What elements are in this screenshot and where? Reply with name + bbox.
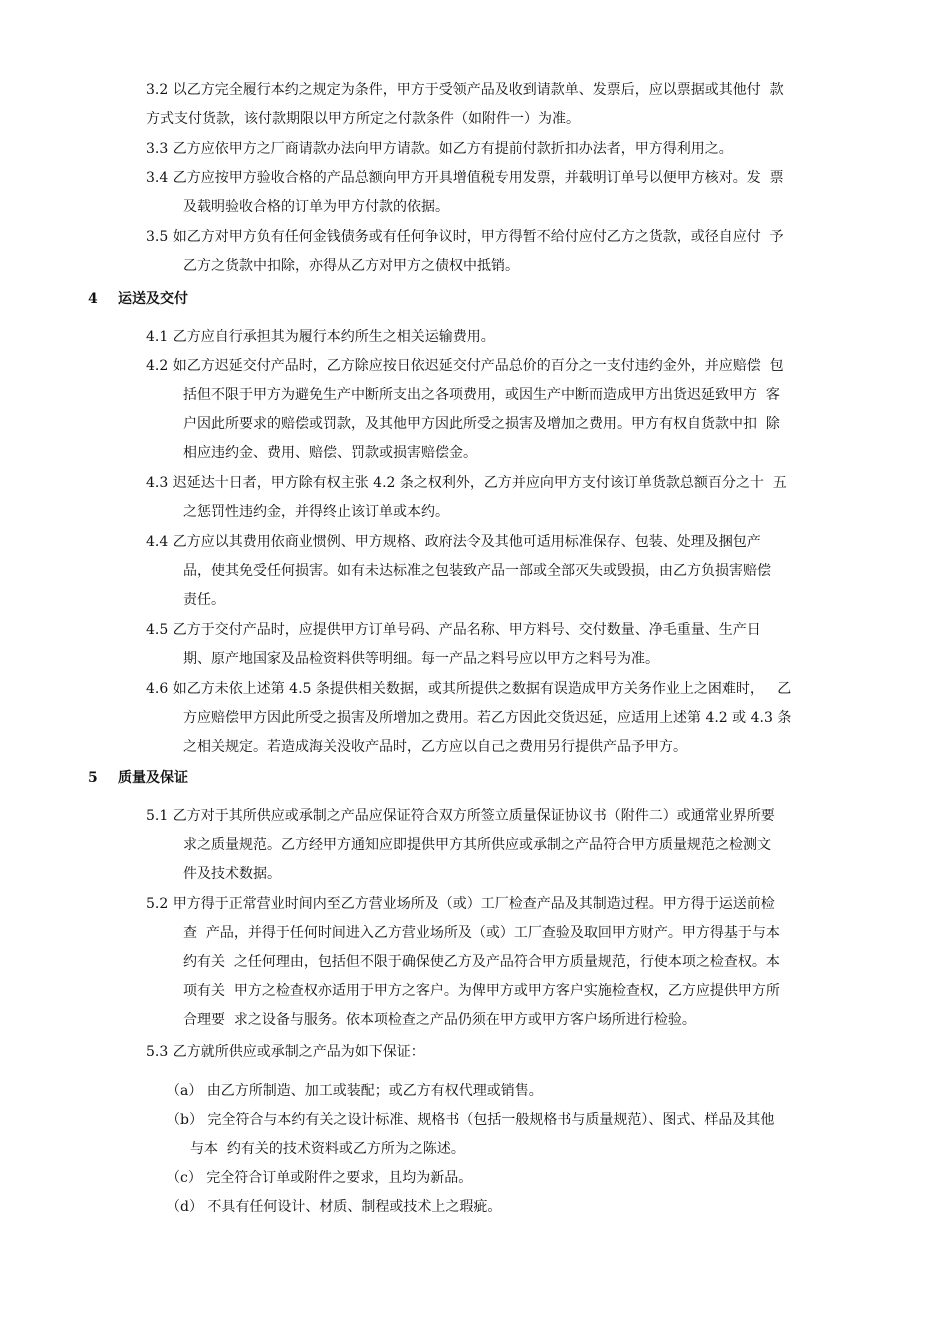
subclause-a — [166, 1077, 866, 1106]
clause-3-5 — [146, 223, 868, 281]
clause-line: 方式支付货款，该付款期限以甲方所定之付款条件（如附件一）为准。 — [146, 111, 580, 127]
clause-line: 4.2 如乙方迟延交付产品时，乙方除应按日依迟延交付产品总价的百分之一支付违约金外，并应赔偿 包 — [146, 358, 784, 374]
clause-line: 3.2 以乙方完全履行本约之规定为条件，甲方于受领产品及收到请款单、发票后，应以票据或其他付 款 — [146, 82, 784, 98]
clause-line: 责任。 — [183, 592, 225, 608]
clause-line: 5.3 乙方就所供应或承制之产品为如下保证： — [146, 1044, 425, 1060]
subclause-line: （a） 由乙方所制造、加工或装配；或乙方有权代理或销售。 — [166, 1083, 543, 1099]
section-title: 运送及交付 — [118, 291, 188, 307]
clause-4-3 — [146, 469, 868, 527]
clause-line: 之相关规定。若造成海关没收产品时，乙方应以自己之费用另行提供产品予甲方。 — [183, 739, 687, 755]
clause-5-2 — [146, 890, 868, 1035]
clause-4-6 — [146, 675, 868, 762]
clause-line: 5.2 甲方得于正常营业时间内至乙方营业场所及（或）工厂检查产品及其制造过程。甲方得于运送前检 — [146, 896, 775, 912]
section-heading-4 — [88, 285, 188, 314]
clause-line: 查 产品，并得于任何时间进入乙方营业场所及（或）工厂查验及取回甲方财产。甲方得基于与本 — [183, 925, 780, 941]
clause-5-1 — [146, 802, 868, 889]
clause-line: 3.4 乙方应按甲方验收合格的产品总额向甲方开具增值税专用发票，并载明订单号以便甲方核对。发 票 — [146, 170, 784, 186]
clause-line: 期、原产地国家及品检资料供等明细。每一产品之料号应以甲方之料号为准。 — [183, 651, 659, 667]
clause-line: 4.5 乙方于交付产品时，应提供甲方订单号码、产品名称、甲方料号、交付数量、净毛重量、生产日 — [146, 622, 761, 638]
clause-3-4 — [146, 164, 868, 222]
clause-line: 5.1 乙方对于其所供应或承制之产品应保证符合双方所签立质量保证协议书（附件二）或通常业界所要 — [146, 808, 775, 824]
clause-line: 4.1 乙方应自行承担其为履行本约所生之相关运输费用。 — [146, 329, 495, 345]
clause-line: 及载明验收合格的订单为甲方付款的依据。 — [183, 199, 449, 215]
subclause-line: （c） 完全符合订单或附件之要求，且均为新品。 — [166, 1170, 473, 1186]
subclause-line: （d） 不具有任何设计、材质、制程或技术上之瑕疵。 — [166, 1199, 502, 1215]
clause-line: 方应赔偿甲方因此所受之损害及所增加之费用。若乙方因此交货迟延，应适用上述第 4.2 或 4.3 条 — [183, 710, 792, 726]
section-number: 4 — [88, 291, 98, 307]
subclause-line: 与本 约有关的技术资料或乙方所为之陈述。 — [190, 1141, 465, 1157]
section-number: 5 — [88, 770, 98, 786]
clause-line: 户因此所要求的赔偿或罚款，及其他甲方因此所受之损害及增加之费用。甲方有权自货款中扣 除 — [183, 416, 780, 432]
clause-4-2 — [146, 352, 868, 468]
clause-line: 约有关 之任何理由，包括但不限于确保使乙方及产品符合甲方质量规范，行使本项之检查权。本 — [183, 954, 780, 970]
clause-line: 括但不限于甲方为避免生产中断所支出之各项费用，或因生产中断而造成甲方出货迟延致甲方 客 — [183, 387, 780, 403]
clause-line: 项有关 甲方之检查权亦适用于甲方之客户。为俾甲方或甲方客户实施检查权，乙方应提供甲方所 — [183, 983, 780, 999]
subclause-c — [166, 1164, 866, 1193]
section-title: 质量及保证 — [118, 770, 188, 786]
clause-4-1 — [146, 323, 868, 352]
clause-4-5 — [146, 616, 868, 674]
clause-3-2 — [146, 76, 868, 134]
clause-line: 3.3 乙方应依甲方之厂商请款办法向甲方请款。如乙方有提前付款折扣办法者，甲方得利用之。 — [146, 141, 733, 157]
subclause-line: （b） 完全符合与本约有关之设计标准、规格书（包括一般规格书与质量规范）、图式、样品及其他 — [166, 1112, 775, 1128]
subclause-d — [166, 1193, 866, 1222]
clause-line: 之惩罚性违约金，并得终止该订单或本约。 — [183, 504, 449, 520]
clause-line: 4.6 如乙方未依上述第 4.5 条提供相关数据，或其所提供之数据有误造成甲方关务作业上之困难时， 乙 — [146, 681, 792, 697]
subclause-b — [166, 1106, 866, 1164]
clause-3-3 — [146, 135, 868, 164]
clause-line: 相应违约金、费用、赔偿、罚款或损害赔偿金。 — [183, 445, 477, 461]
clause-line: 乙方之货款中扣除，亦得从乙方对甲方之债权中抵销。 — [183, 258, 519, 274]
clause-line: 合理要 求之设备与服务。依本项检查之产品仍须在甲方或甲方客户场所进行检验。 — [183, 1012, 696, 1028]
clause-line: 求之质量规范。乙方经甲方通知应即提供甲方其所供应或承制之产品符合甲方质量规范之检测文 — [183, 837, 771, 853]
section-heading-5 — [88, 764, 188, 793]
clause-line: 3.5 如乙方对甲方负有任何金钱债务或有任何争议时，甲方得暂不给付应付乙方之货款，或径自应付 予 — [146, 229, 784, 245]
clause-line: 4.4 乙方应以其费用依商业惯例、甲方规格、政府法令及其他可适用标准保存、包装、处理及捆包产 — [146, 534, 761, 550]
clause-5-3 — [146, 1038, 868, 1067]
clause-line: 件及技术数据。 — [183, 866, 281, 882]
clause-line: 品，使其免受任何损害。如有未达标准之包装致产品一部或全部灭失或毁损，由乙方负损害赔偿 — [183, 563, 771, 579]
clause-4-4 — [146, 528, 868, 615]
clause-line: 4.3 迟延达十日者，甲方除有权主张 4.2 条之权利外，乙方并应向甲方支付该订单货款总额百分之十 五 — [146, 475, 787, 491]
